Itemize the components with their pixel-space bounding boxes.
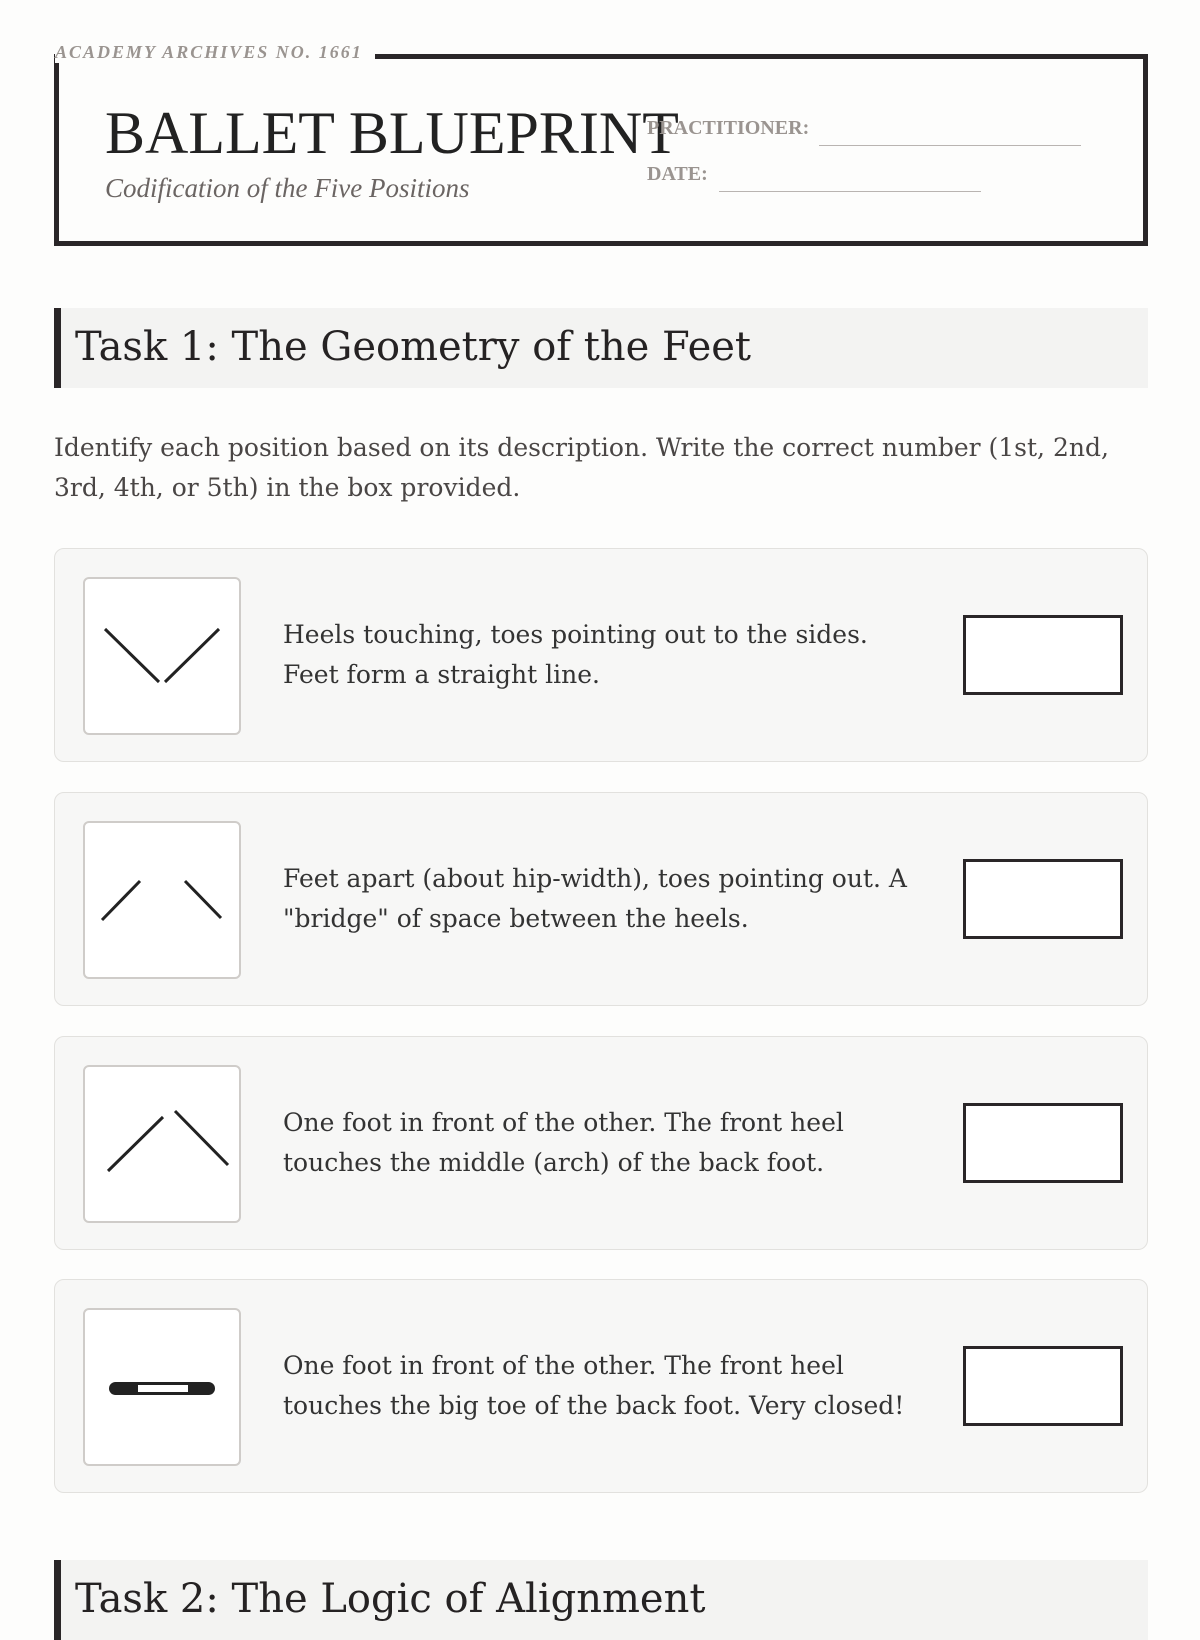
feet-closed-icon bbox=[85, 1310, 243, 1468]
task-1-title: Task 1: The Geometry of the Feet bbox=[75, 324, 751, 370]
page-title: BALLET BLUEPRINT bbox=[105, 100, 679, 166]
archive-number: ACADEMY ARCHIVES NO. 1661 bbox=[55, 42, 375, 63]
page-subtitle: Codification of the Five Positions bbox=[105, 173, 470, 203]
answer-box[interactable] bbox=[963, 615, 1123, 695]
position-description: Heels touching, toes pointing out to the sides. Feet form a straight line. bbox=[283, 620, 868, 689]
second-position-diagram bbox=[83, 821, 241, 979]
task-2-title: Task 2: The Logic of Alignment bbox=[75, 1576, 706, 1622]
answer-box[interactable] bbox=[963, 1346, 1123, 1426]
date-field[interactable] bbox=[719, 191, 981, 192]
position-description: Feet apart (about hip-width), toes pointing out. A "bridge" of space between the heels. bbox=[283, 864, 907, 933]
practitioner-label: PRACTITIONER: bbox=[647, 117, 810, 139]
fifth-position-diagram bbox=[83, 1308, 241, 1466]
date-label: DATE: bbox=[647, 163, 708, 185]
worksheet-header bbox=[54, 54, 1148, 246]
task-1-heading bbox=[54, 308, 1148, 388]
position-card bbox=[54, 548, 1148, 762]
position-description: One foot in front of the other. The front heel touches the middle (arch) of the back foot. bbox=[283, 1108, 844, 1177]
feet-v-shape-icon bbox=[85, 579, 243, 737]
answer-box[interactable] bbox=[963, 859, 1123, 939]
position-card bbox=[54, 1279, 1148, 1493]
position-card bbox=[54, 1036, 1148, 1250]
task-2-heading bbox=[54, 1560, 1148, 1640]
position-description: One foot in front of the other. The front heel touches the big toe of the back foot. Very closed! bbox=[283, 1351, 905, 1420]
third-position-diagram bbox=[83, 1065, 241, 1223]
feet-apart-icon bbox=[85, 823, 243, 981]
answer-box[interactable] bbox=[963, 1103, 1123, 1183]
position-card bbox=[54, 792, 1148, 1006]
first-position-diagram bbox=[83, 577, 241, 735]
feet-crossed-icon bbox=[85, 1067, 243, 1225]
practitioner-field[interactable] bbox=[819, 145, 1081, 146]
task-1-instructions: Identify each position based on its description. Write the correct number (1st, 2nd, 3rd, 4th, or 5th) in the box provided. bbox=[54, 433, 1109, 502]
